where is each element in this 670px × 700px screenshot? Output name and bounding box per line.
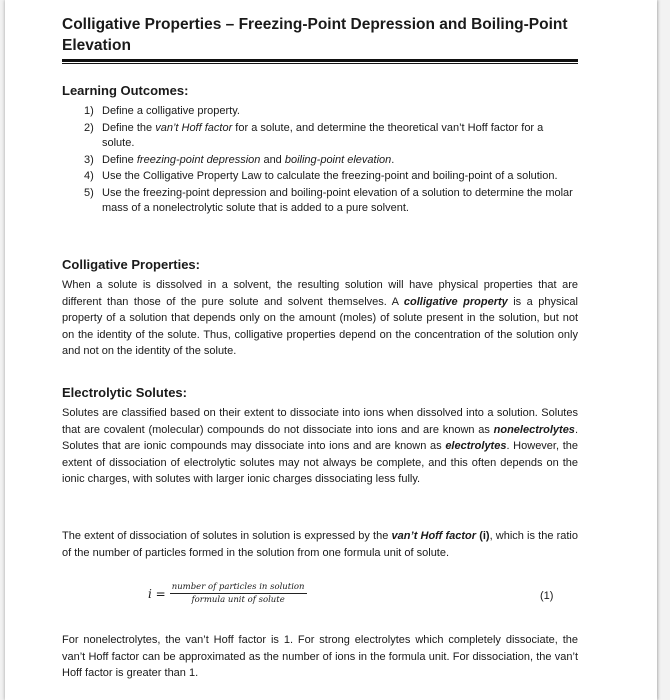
text-run: boiling-point elevation: [284, 153, 392, 166]
learning-outcomes-heading: Learning Outcomes:: [62, 83, 189, 98]
learning-outcomes-list: [84, 104, 578, 218]
title-rule-thick: [62, 59, 578, 62]
title-rule-thin: [62, 63, 578, 64]
learning-outcome-number: 3): [84, 153, 94, 166]
text-run: Use the freezing-point depression and boiling-point elevation of a solution to determine the molar mass of a nonelectrolytic solute that is added to a pure solvent.: [102, 186, 573, 214]
learning-outcome-number: 5): [84, 186, 94, 199]
electrolytic-paragraph-2: [62, 528, 578, 561]
text-run: For nonelectrolytes, the van’t Hoff factor is 1. For strong electrolytes which completely dissociate, the van’t Hoff factor can be approximated as the number of ions in the formula unit. For dissociation, the van’t Hoff factor is greater than 1.: [62, 634, 578, 679]
text-run: nonelectrolytes: [493, 423, 575, 436]
text-run: . Solutes that are ionic compounds may dissociate into ions and are known as: [62, 423, 578, 452]
learning-outcome-item: [84, 169, 578, 185]
text-run: Solutes are classified based on their extent to dissociate into ions when dissolved into a solution. Solutes that are covalent (molecular) compounds do not dissociate into ions and are known as: [62, 407, 578, 436]
learning-outcome-item: [84, 104, 578, 120]
equation-fraction: [170, 582, 307, 605]
text-run: and: [260, 153, 285, 166]
equation-number: (1): [540, 590, 554, 602]
text-run: Define the: [102, 121, 156, 134]
page-title: Colligative Properties – Freezing-Point Depression and Boiling-Point Elevation: [62, 16, 568, 54]
text-run: The extent of dissociation of solutes in solution is expressed by the: [62, 530, 392, 542]
text-run: electrolytes: [445, 440, 507, 452]
learning-outcome-item: [84, 121, 578, 152]
text-run: is a physical property of a solution that depends only on the amount (moles) of solute present in the solution, but not on the identity of the solute. Thus, colligative properties depend on the concentration of the solution only and not on the identity of the solute.: [62, 295, 578, 357]
electrolytic-paragraph-3: [62, 632, 578, 682]
equation-denominator: formula unit of solute: [191, 595, 285, 605]
colligative-properties-heading: Colligative Properties:: [62, 257, 200, 272]
electrolytic-paragraph-1: [62, 405, 578, 488]
text-run: . However, the extent of dissociation of electrolytic solutes may not always be complete, and this often depends on the ionic charges, with solutes with larger ionic charges dissociating less fully.: [62, 440, 578, 485]
learning-outcome-number: 1): [84, 105, 94, 117]
text-run: freezing-point depression: [136, 153, 261, 166]
document-page: [5, 0, 657, 700]
text-run: for a solute, and determine the theoretical van’t Hoff factor for a solute.: [102, 121, 544, 149]
equation-numerator: number of particles in solution: [171, 582, 305, 592]
text-run: .: [391, 153, 395, 166]
text-run: van’t Hoff factor: [155, 121, 233, 134]
learning-outcome-item: [84, 153, 578, 169]
text-run: (i): [479, 530, 490, 542]
learning-outcome-number: 4): [84, 170, 94, 182]
colligative-properties-paragraph: [62, 277, 578, 360]
text-run: van’t Hoff factor: [391, 530, 477, 542]
text-run: colligative property: [403, 295, 508, 308]
text-run: Use the Colligative Property Law to calculate the freezing-point and boiling-point of a solution.: [102, 170, 558, 182]
learning-outcome-number: 2): [84, 121, 94, 134]
learning-outcome-item: [84, 186, 578, 217]
vant-hoff-equation: [148, 582, 307, 605]
text-run: , which is the ratio of the number of particles formed in the solution from one formula unit of solute.: [62, 530, 578, 559]
electrolytic-solutes-heading: Electrolytic Solutes:: [62, 385, 187, 400]
text-run: When a solute is dissolved in a solvent, the resulting solution will have physical properties that are different than those of the pure solute and solvent themselves. A: [62, 279, 578, 308]
text-run: Define: [102, 153, 137, 166]
equation-lhs: i =: [148, 586, 166, 601]
text-run: Define a colligative property.: [102, 105, 240, 117]
